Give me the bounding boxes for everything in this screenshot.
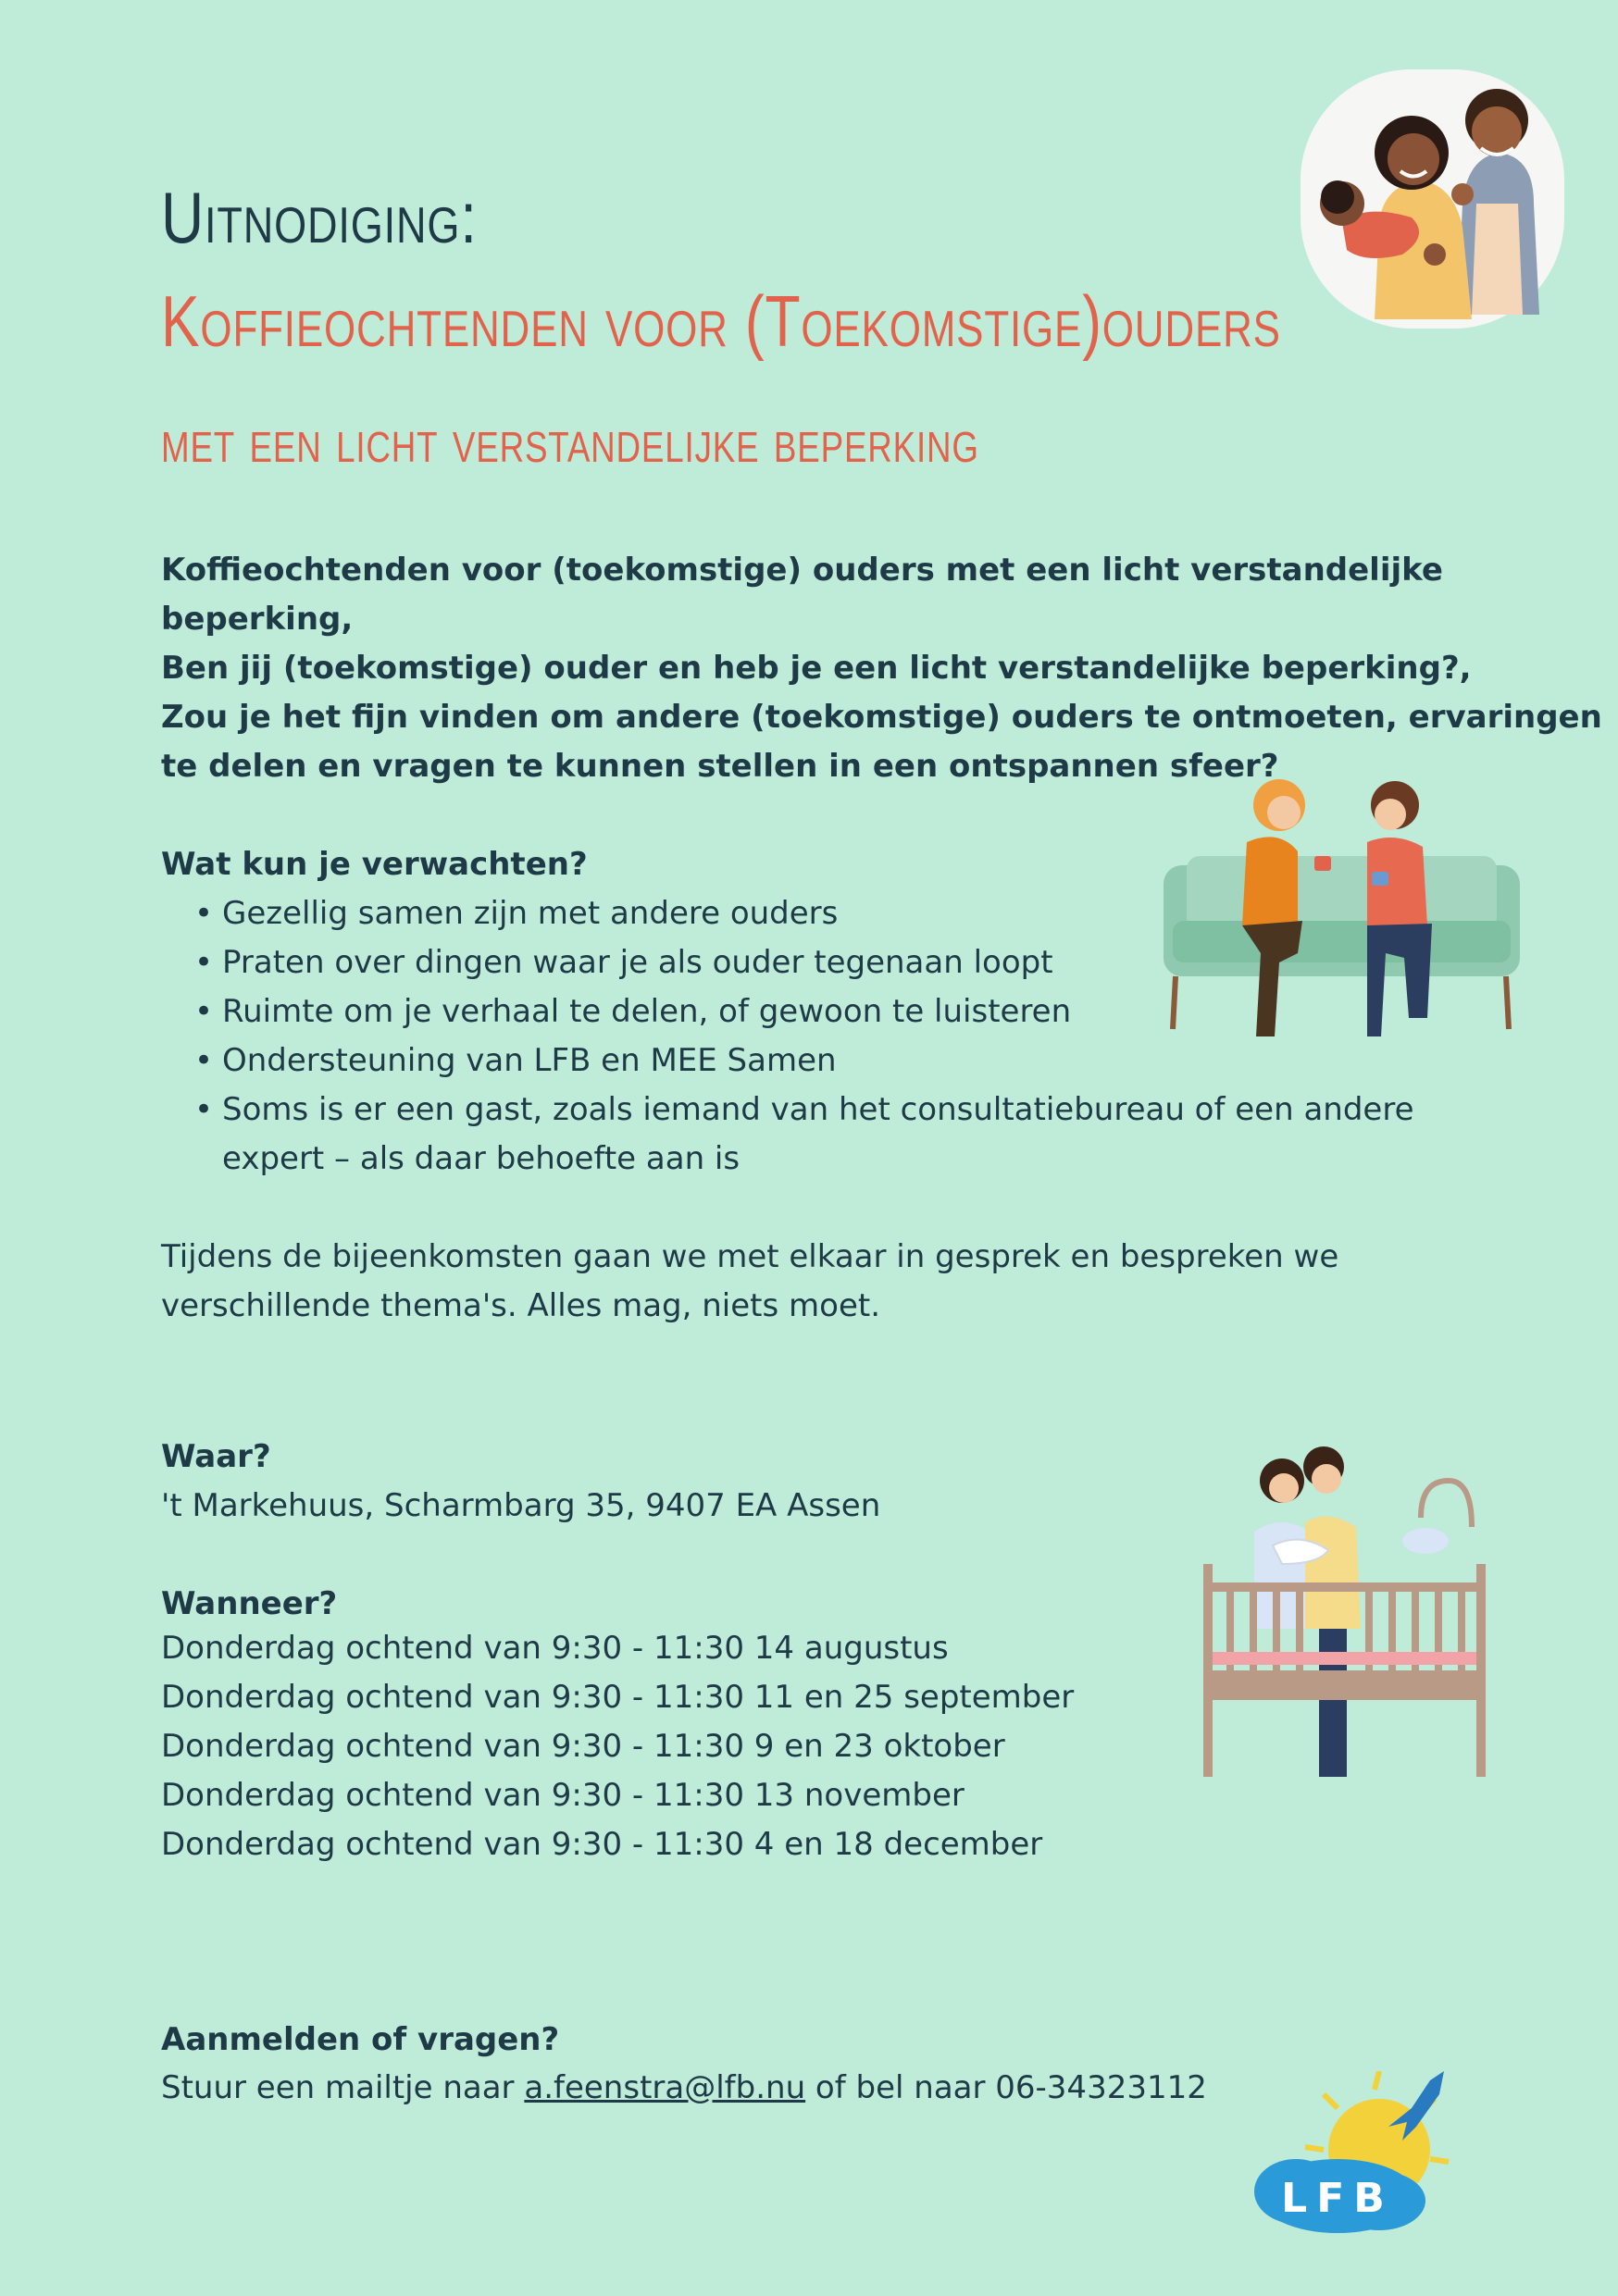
discussion-text: [161, 1233, 1338, 1331]
logo-text: LFB: [1281, 2175, 1394, 2222]
date-item: Donderdag ochtend van 9:30 - 11:30 9 en 23 oktober: [161, 1728, 1005, 1765]
where-heading: Waar?: [161, 1438, 271, 1475]
family-illustration: [1291, 65, 1569, 333]
when-heading: Wanneer?: [161, 1585, 338, 1622]
expect-item: [194, 1086, 1413, 1184]
signup-line: [161, 2064, 1207, 2113]
intro-line: Koffieochtenden voor (toekomstige) ouders met een licht verstandelijke: [161, 552, 1443, 589]
intro-line: te delen en vragen te kunnen stellen in een ontspannen sfeer?: [161, 748, 1279, 785]
date-item: Donderdag ochtend van 9:30 - 11:30 14 augustus: [161, 1630, 949, 1667]
discussion-line: verschillende thema's. Alles mag, niets moet.: [161, 1287, 881, 1324]
page-title: Uitnodiging:: [161, 177, 478, 258]
discussion-line: Tijdens de bijeenkomsten gaan we met elkaar in gesprek en bespreken we: [161, 1238, 1339, 1275]
lfb-logo: [1240, 2071, 1462, 2238]
expect-item: • Ruimte om je verhaal te delen, of gewoon te luisteren: [194, 987, 1413, 1036]
intro-line: Zou je het fijn vinden om andere (toekomstige) ouders te ontmoeten, ervaringen: [161, 699, 1602, 736]
intro-line: beperking,: [161, 601, 354, 638]
expect-item: • Praten over dingen waar je als ouder tegenaan loopt: [194, 938, 1413, 987]
email-link[interactable]: a.feenstra@lfb.nu: [524, 2069, 806, 2106]
page-subtitle-line2: met een licht verstandelijke beperking: [161, 406, 979, 475]
signup-suffix: of bel naar 06-34323112: [805, 2069, 1207, 2106]
where-address: 't Markehuus, Scharmbarg 35, 9407 EA Assen: [161, 1487, 881, 1524]
intro-line: Ben jij (toekomstige) ouder en heb je een licht verstandelijke beperking?,: [161, 650, 1472, 687]
date-item: Donderdag ochtend van 9:30 - 11:30 13 november: [161, 1777, 965, 1814]
expect-item-line: expert – als daar behoefte aan is: [222, 1140, 741, 1177]
signup-prefix: Stuur een mailtje naar: [161, 2069, 525, 2106]
expect-item-line: • Soms is er een gast, zoals iemand van het consultatiebureau of een andere: [222, 1091, 1414, 1128]
expect-list: [194, 889, 1413, 1184]
signup-heading: Aanmelden of vragen?: [161, 2021, 560, 2058]
dates-list: [161, 1624, 1074, 1869]
intro-text: [161, 546, 1602, 791]
date-item: Donderdag ochtend van 9:30 - 11:30 4 en 18 december: [161, 1826, 1043, 1863]
expect-item: • Ondersteuning van LFB en MEE Samen: [194, 1036, 1413, 1086]
expect-item: • Gezellig samen zijn met andere ouders: [194, 889, 1413, 938]
page-subtitle: Koffieochtenden voor (Toekomstige)ouders: [161, 280, 1281, 362]
date-item: Donderdag ochtend van 9:30 - 11:30 11 en 25 september: [161, 1679, 1075, 1716]
expect-heading: Wat kun je verwachten?: [161, 846, 588, 883]
parents-with-crib-illustration: [1199, 1444, 1490, 1786]
